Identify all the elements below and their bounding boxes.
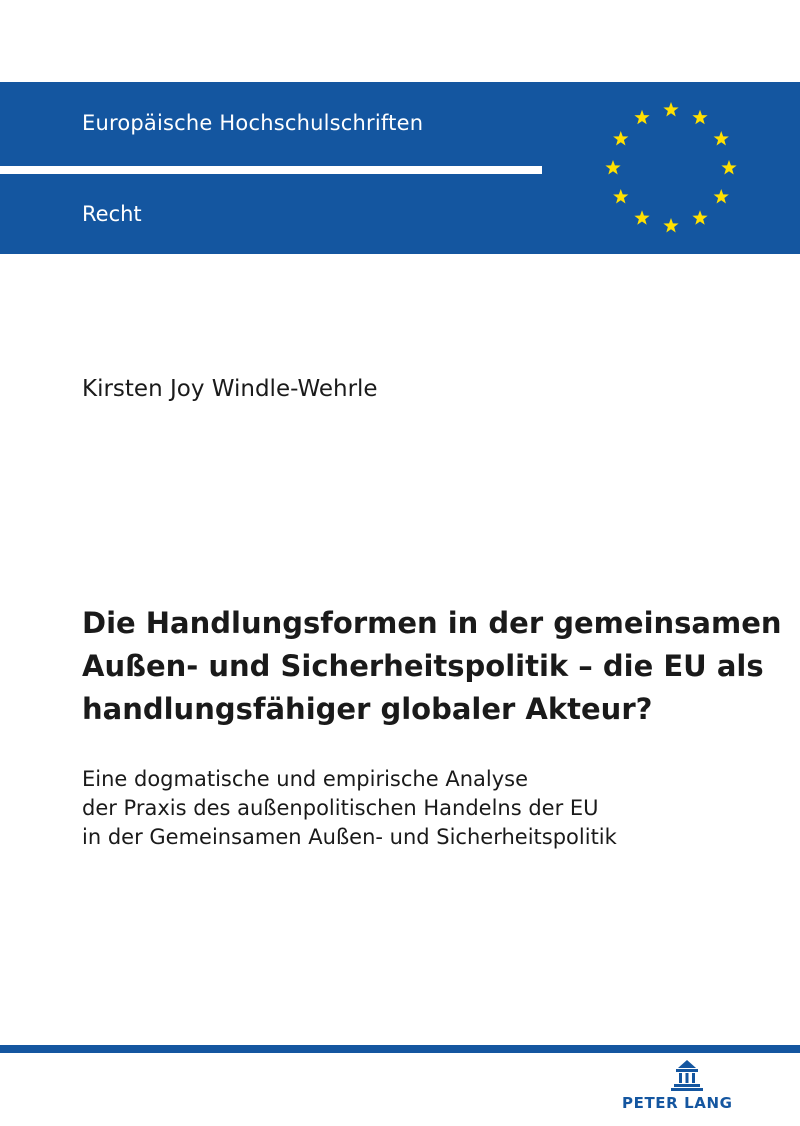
book-title-line: Außen- und Sicherheitspolitik – die EU als [82, 649, 764, 683]
publisher-name: PETER LANG [622, 1094, 733, 1112]
book-title-line: handlungsfähiger globaler Akteur? [82, 692, 653, 726]
book-subtitle-line: der Praxis des außenpolitischen Handelns der EU [82, 796, 599, 820]
peter-lang-temple-icon [660, 1058, 714, 1094]
series-title: Europäische Hochschulschriften [82, 111, 424, 135]
subseries-title: Recht [82, 202, 142, 226]
book-title-line: Die Handlungsformen in der gemeinsamen [82, 606, 782, 640]
footer-divider [0, 1045, 800, 1053]
band-divider [0, 166, 542, 174]
book-subtitle [82, 765, 782, 852]
book-subtitle-line: Eine dogmatische und empirische Analyse [82, 767, 528, 791]
author-name: Kirsten Joy Windle-Wehrle [82, 376, 378, 402]
book-title [82, 602, 782, 731]
book-subtitle-line: in der Gemeinsamen Außen- und Sicherheitspolitik [82, 825, 617, 849]
